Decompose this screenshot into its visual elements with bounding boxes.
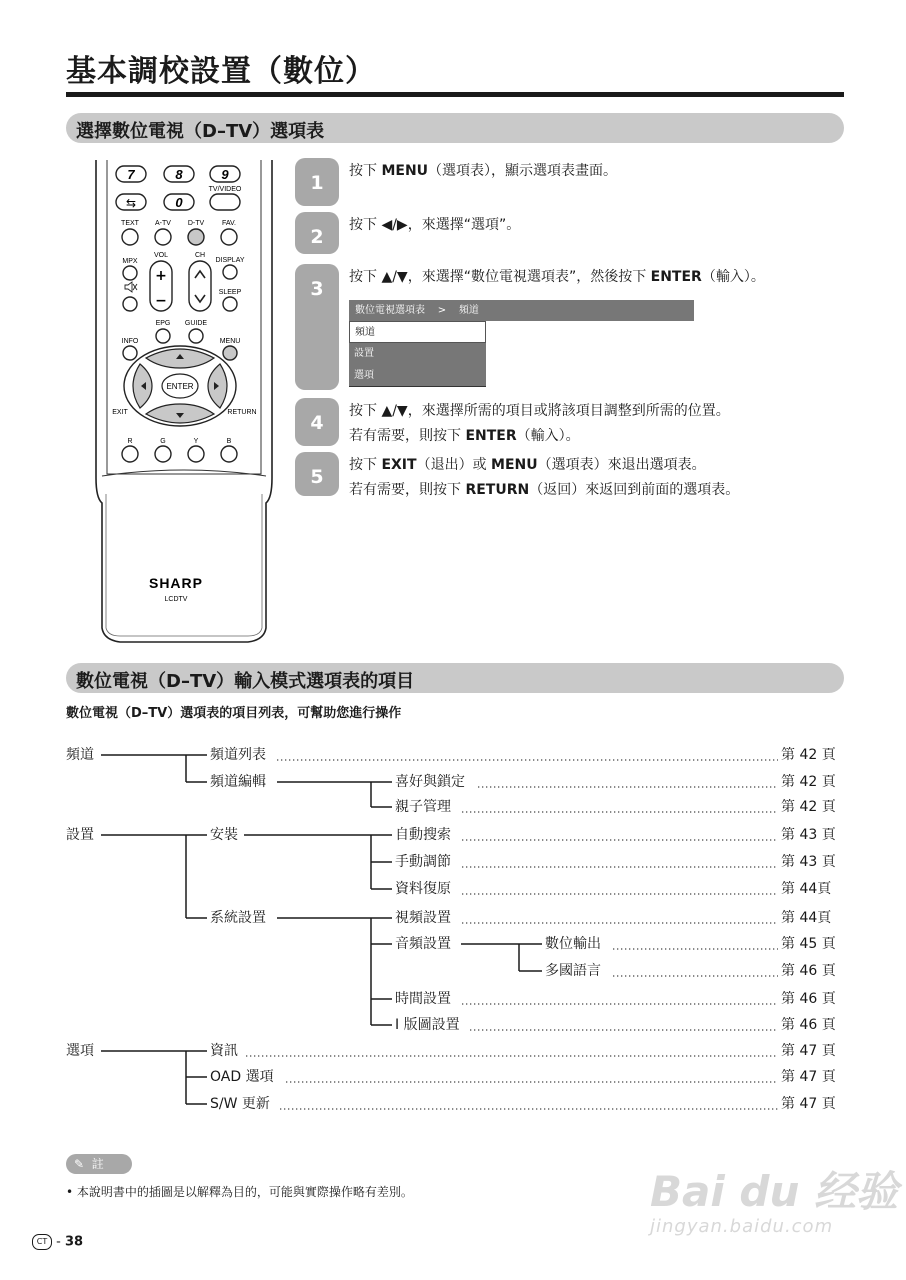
vol-label: VOL <box>153 252 169 259</box>
tree-time-setup: 時間設置 <box>395 991 451 1007</box>
page-ref: 第 43 頁 <box>781 827 836 843</box>
tree-multi-language: 多國語言 <box>545 963 601 979</box>
brand-logo: SHARP <box>148 575 204 591</box>
display-label: DISPLAY <box>215 257 245 264</box>
tree-video-setup: 視頻設置 <box>395 910 451 926</box>
tree-oad: OAD 選項 <box>210 1069 274 1085</box>
watermark-logo: Bai du 经验 <box>650 1167 898 1216</box>
menu-item-options[interactable]: 選項 <box>349 365 486 387</box>
section2-title: 數位電視（D–TV）輸入模式選項表的項目 <box>76 671 415 692</box>
page-title: 基本調校設置（數位） <box>66 54 376 89</box>
info-label: INFO <box>121 338 139 345</box>
b-label: B <box>226 438 232 445</box>
step-1-number: 1 <box>295 158 339 206</box>
dtv-label: D-TV <box>187 220 205 227</box>
epg-label: EPG <box>155 320 171 327</box>
pencil-icon: ✎ <box>74 1157 85 1171</box>
page-ref: 第 45 頁 <box>781 936 836 952</box>
page-ref: 第 46 頁 <box>781 1017 836 1033</box>
model-label: LCDTV <box>164 596 188 603</box>
step-5-line1: 按下 EXIT（退出）或 MENU（選項表）來退出選項表。 <box>349 457 706 473</box>
page-number: 38 <box>64 1234 84 1250</box>
page-ref: 第 44頁 <box>781 881 832 897</box>
key-7-label: 7 <box>127 167 135 182</box>
loop-icon: ⇆ <box>125 196 137 210</box>
r-label: R <box>127 438 133 445</box>
step-4-line1: 按下 ▲/▼，來選擇所需的項目或將該項目調整到所需的位置。 <box>349 403 730 419</box>
y-label: Y <box>193 438 199 445</box>
step-4-line2: 若有需要，則按下 ENTER（輸入）。 <box>349 428 580 444</box>
step-1-text: 按下 MENU（選項表），顯示選項表畫面。 <box>349 163 618 179</box>
ch-label: CH <box>194 252 206 259</box>
tree-audio-setup: 音頻設置 <box>395 936 451 952</box>
menu-screen-header: 數位電視選項表 > 頻道 <box>349 300 694 321</box>
menu-item-setup[interactable]: 設置 <box>349 343 486 365</box>
tree-channel-edit: 頻道編輯 <box>210 774 266 790</box>
tree-favorites-lock: 喜好與鎖定 <box>395 774 465 790</box>
tree-auto-search: 自動搜索 <box>395 827 451 843</box>
step-5-line2: 若有需要，則按下 RETURN（返回）來返回到前面的選項表。 <box>349 482 740 498</box>
tv-video-label: TV/VIDEO <box>208 186 242 193</box>
page-ref: 第 47 頁 <box>781 1096 836 1112</box>
g-label: G <box>160 438 166 445</box>
tree-i-layout: I 版圖設置 <box>395 1017 460 1033</box>
page-ref: 第 42 頁 <box>781 747 836 763</box>
menu-item-channel[interactable]: 頻道 <box>349 321 486 343</box>
sleep-label: SLEEP <box>218 289 242 296</box>
guide-label: GUIDE <box>184 320 208 327</box>
vol-minus-icon: − <box>155 293 167 309</box>
fav-label: FAV. <box>221 220 237 227</box>
page-ref: 第 46 頁 <box>781 963 836 979</box>
note-text: • 本說明書中的插圖是以解釋為目的，可能與實際操作略有差別。 <box>66 1185 413 1199</box>
step-4-number: 4 <box>295 398 339 446</box>
watermark <box>650 1167 898 1248</box>
step-3-text: 按下 ▲/▼，來選擇“數位電視選項表”，然後按下 ENTER（輸入）。 <box>349 269 765 285</box>
tree-root-setup: 設置 <box>66 827 94 843</box>
key-0-label: 0 <box>175 195 183 210</box>
mpx-label: MPX <box>122 258 138 265</box>
tree-install: 安裝 <box>210 827 238 843</box>
tree-root-options: 選項 <box>66 1043 94 1059</box>
step-2-number: 2 <box>295 212 339 254</box>
tree-root-channel: 頻道 <box>66 747 94 763</box>
page-ref: 第 43 頁 <box>781 854 836 870</box>
tree-channel-list: 頻道列表 <box>210 747 266 763</box>
region-badge: CT <box>32 1234 52 1250</box>
menu-label: MENU <box>219 338 241 345</box>
page-ref: 第 47 頁 <box>781 1043 836 1059</box>
tree-sw-update: S/W 更新 <box>210 1096 270 1112</box>
atv-label: A-TV <box>155 220 171 227</box>
section2-subtitle: 數位電視（D–TV）選項表的項目列表，可幫助您進行操作 <box>66 706 402 721</box>
page-ref: 第 47 頁 <box>781 1069 836 1085</box>
page-footer: CT - 38 <box>32 1234 83 1250</box>
tree-data-restore: 資料復原 <box>395 881 451 897</box>
return-label: RETURN <box>227 409 257 416</box>
page-ref: 第 44頁 <box>781 910 832 926</box>
page-ref: 第 42 頁 <box>781 799 836 815</box>
tree-digital-output: 數位輸出 <box>545 936 601 952</box>
enter-label: ENTER <box>166 382 194 391</box>
step-3-number: 3 <box>295 264 339 390</box>
page-ref: 第 46 頁 <box>781 991 836 1007</box>
tree-manual-tune: 手動調節 <box>395 854 451 870</box>
exit-label: EXIT <box>112 409 128 416</box>
key-9-label: 9 <box>221 167 229 182</box>
vol-plus-icon: + <box>155 268 167 284</box>
note-badge: ✎ 註 <box>66 1154 132 1174</box>
step-2-text: 按下 ◀/▶，來選擇“選項”。 <box>349 217 521 233</box>
tree-info: 資訊 <box>210 1043 238 1059</box>
watermark-url: jingyan.baidu.com <box>650 1216 834 1237</box>
text-label: TEXT <box>121 220 139 227</box>
section1-title: 選擇數位電視（D–TV）選項表 <box>76 121 325 142</box>
step-5-number: 5 <box>295 452 339 496</box>
tree-system-setup: 系統設置 <box>210 910 266 926</box>
key-8-label: 8 <box>175 167 183 182</box>
page-ref: 第 42 頁 <box>781 774 836 790</box>
tree-parental: 親子管理 <box>395 799 451 815</box>
